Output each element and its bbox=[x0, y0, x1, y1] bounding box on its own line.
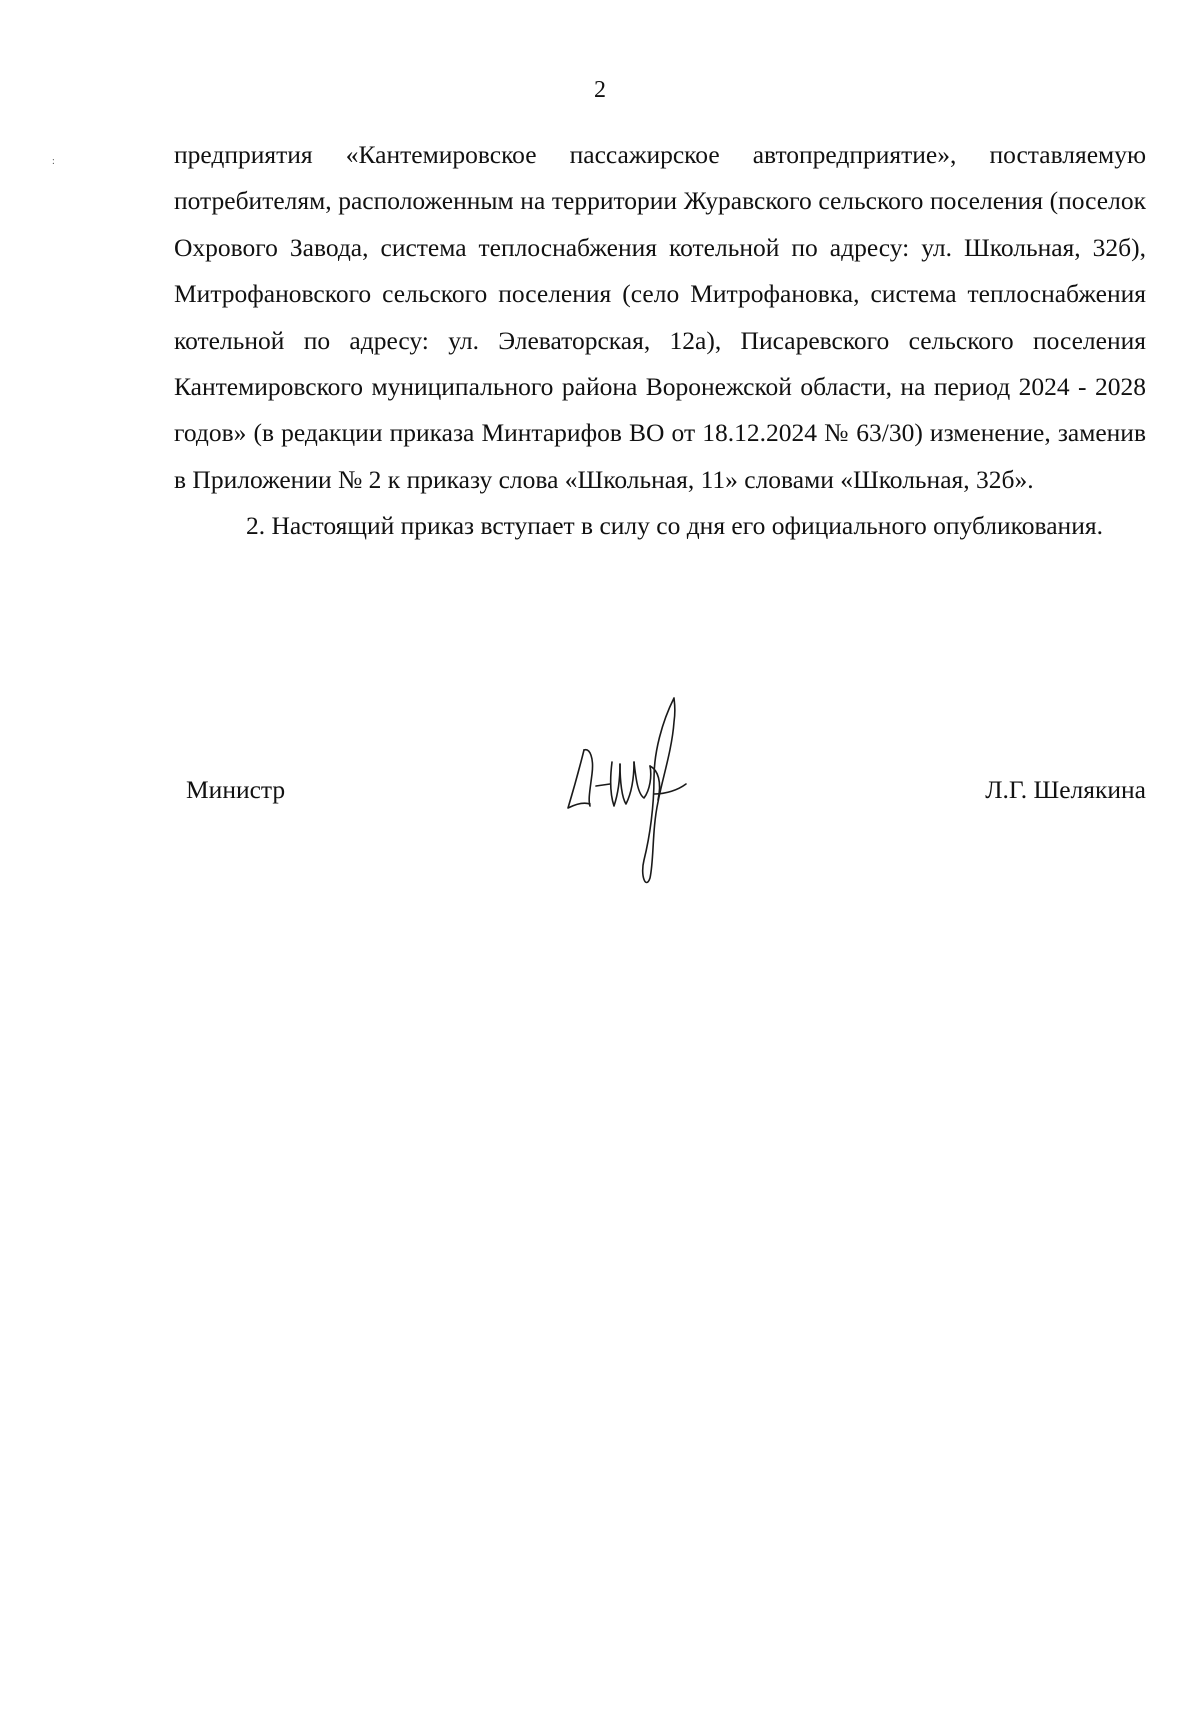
signatory-name: Л.Г. Шелякина bbox=[985, 775, 1146, 804]
signatory-title: Министр bbox=[186, 775, 286, 804]
signature-block bbox=[174, 690, 1146, 910]
handwritten-signature bbox=[554, 690, 704, 900]
paragraph-continuation: предприятия «Кантемировское пассажирское автопредприятие», поставляемую потребителям, расположенным на территории Журавского сельского поселения (поселок Охрового Завода, система теплоснабжения котельной по адресу: ул. Школьная, 32б), Митрофановского сельского поселения (село Митрофановка, система теплоснабжения котельной по адресу: ул. Элеваторская, 12а), Писаревского сельского поселения Кантемировского муниципального района Воронежской области, на период 2024 - 2028 годов» (в редакции приказа Минтарифов ВО от 18.12.2024 № 63/30) изменение, заменив в Приложении № 2 к приказу слова «Школьная, 11» словами «Школьная, 32б». bbox=[174, 140, 1146, 494]
margin-mark: : bbox=[52, 156, 55, 167]
page-number: 2 bbox=[594, 77, 606, 103]
document-body bbox=[174, 132, 1146, 550]
paragraph-item-2: 2. Настоящий приказ вступает в силу со дня его официального опубликования. bbox=[246, 511, 1103, 541]
